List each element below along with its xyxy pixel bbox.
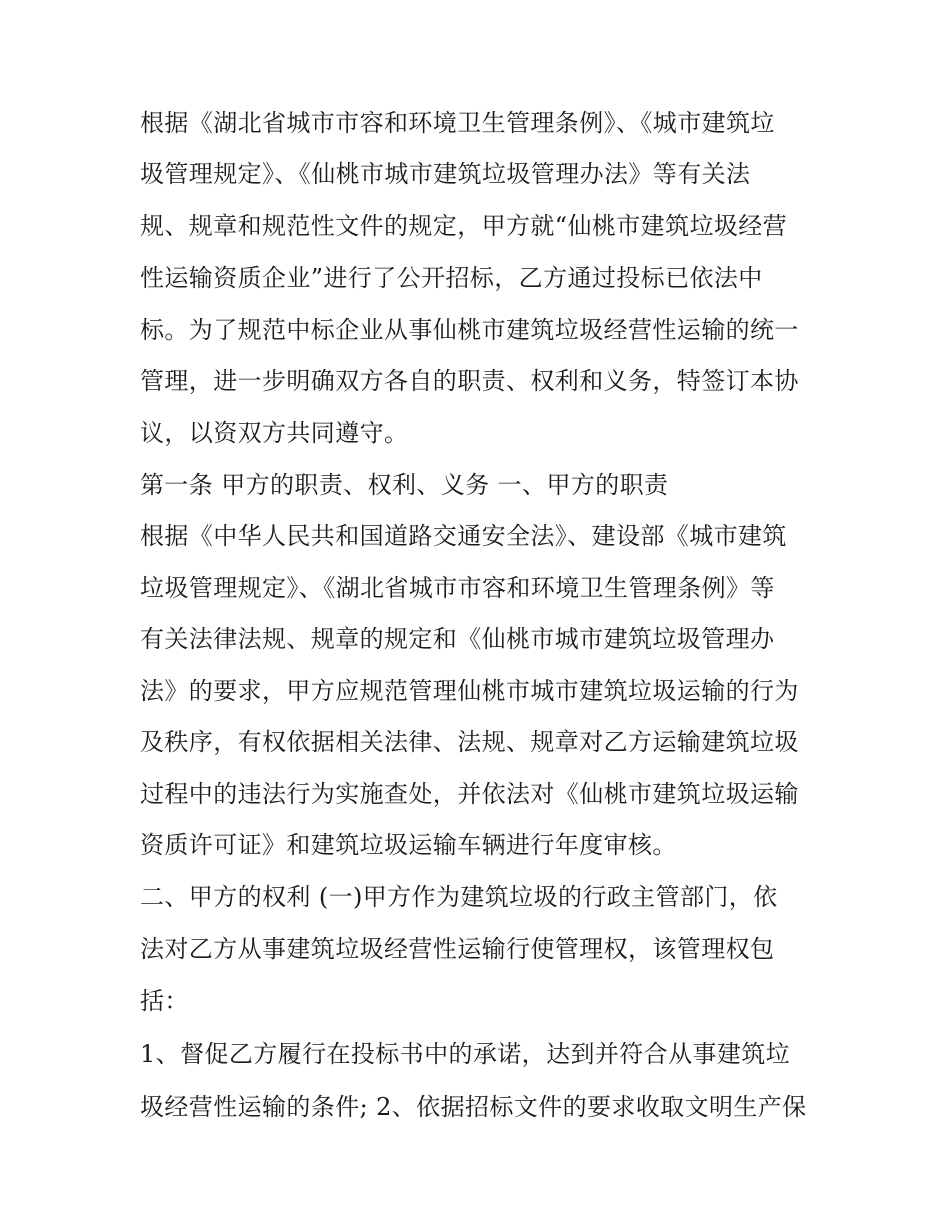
section-heading-1: 第一条 甲方的职责、权利、义务 一、甲方的职责 (140, 471, 669, 499)
text-line-10: 垃圾管理规定》、《湖北省城市市容和环境卫生管理条例》等 (140, 574, 775, 602)
text-line-20: 圾经营性运输的条件; 2、依据招标文件的要求收取文明生产保 (140, 1093, 807, 1121)
text-line-2: 圾管理规定》、《仙桃市城市建筑垃圾管理办法》等有关法 (140, 160, 751, 188)
text-line-5: 标。为了规范中标企业从事仙桃市建筑垃圾经营性运输的统一 (140, 316, 799, 344)
text-line-9: 根据《中华人民共和国道路交通安全法》、建设部《城市建筑 (140, 522, 787, 550)
text-line-3: 规、规章和规范性文件的规定，甲方就“仙桃市建筑垃圾经营 (140, 212, 788, 240)
text-line-16: 二、甲方的权利 (一)甲方作为建筑垃圾的行政主管部门，依 (140, 883, 778, 911)
text-line-6: 管理，进一步明确双方各自的职责、权利和义务，特签订本协 (140, 367, 799, 395)
text-line-14: 过程中的违法行为实施查处，并依法对《仙桃市建筑垃圾运输 (140, 780, 799, 808)
text-line-7: 议，以资双方共同遵守。 (140, 419, 409, 447)
text-line-1: 根据《湖北省城市市容和环境卫生管理条例》、《城市建筑垃 (140, 109, 775, 137)
text-line-18: 括： (140, 987, 189, 1015)
text-line-17: 法对乙方从事建筑垃圾经营性运输行使管理权，该管理权包 (140, 935, 775, 963)
text-line-11: 有关法律法规、规章的规定和《仙桃市城市建筑垃圾管理办 (140, 625, 775, 653)
text-line-4: 性运输资质企业”进行了公开招标，乙方通过投标已依法中 (140, 264, 763, 292)
text-line-15: 资质许可证》和建筑垃圾运输车辆进行年度审核。 (140, 831, 677, 859)
text-line-19: 1、督促乙方履行在投标书中的承诺，达到并符合从事建筑垃 (140, 1040, 791, 1068)
text-line-13: 及秩序，有权依据相关法律、法规、规章对乙方运输建筑垃圾 (140, 728, 799, 756)
text-line-12: 法》的要求，甲方应规范管理仙桃市城市建筑垃圾运输的行为 (140, 677, 799, 705)
